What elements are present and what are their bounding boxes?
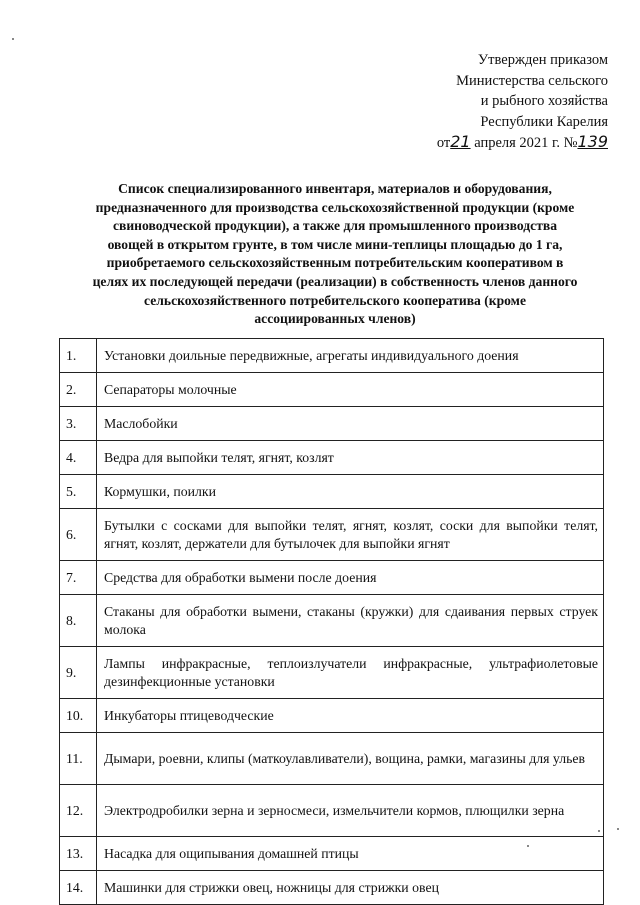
scan-speck: [617, 828, 619, 830]
item-number: 4.: [60, 441, 97, 475]
item-number: 10.: [60, 699, 97, 733]
table-row: [60, 837, 604, 871]
table-row: [60, 407, 604, 441]
title-line: приобретаемого сельскохозяйственным потребительским кооперативом в: [106, 255, 564, 271]
scan-speck: [12, 38, 14, 40]
item-number: 6.: [60, 509, 97, 561]
table-row: [60, 595, 604, 647]
approval-block: [380, 50, 608, 154]
item-text: Установки доильные передвижные, агрегаты индивидуального доения: [97, 339, 604, 373]
table-row: [60, 733, 604, 785]
item-text: Насадка для ощипывания домашней птицы: [97, 837, 604, 871]
title-line: целях их последующей передачи (реализации) в собственность членов данного: [92, 273, 578, 289]
item-number: 8.: [60, 595, 97, 647]
table-row: [60, 373, 604, 407]
scan-speck: [598, 830, 600, 832]
equipment-table: [59, 338, 604, 905]
item-text: Сепараторы молочные: [97, 373, 604, 407]
item-text: Стаканы для обработки вымени, стаканы (кружки) для сдаивания первых струек молока: [97, 595, 604, 647]
table-row: [60, 699, 604, 733]
table-row: [60, 339, 604, 373]
item-number: 14.: [60, 871, 97, 905]
item-number: 12.: [60, 785, 97, 837]
approval-line-2: Министерства сельского: [456, 72, 608, 89]
handwritten-order-number: 139: [577, 132, 608, 151]
item-text: Кормушки, поилки: [97, 475, 604, 509]
item-number: 9.: [60, 647, 97, 699]
item-number: 5.: [60, 475, 97, 509]
item-number: 1.: [60, 339, 97, 373]
item-text: Маслобойки: [97, 407, 604, 441]
scan-speck: [527, 845, 529, 847]
table-row: [60, 441, 604, 475]
item-number: 13.: [60, 837, 97, 871]
table-row: [60, 509, 604, 561]
approval-line-1: Утвержден приказом: [477, 52, 608, 68]
table-row: [60, 785, 604, 837]
title-line: сельскохозяйственного потребительского кооператива (кроме: [144, 292, 526, 308]
item-text: Бутылки с сосками для выпойки телят, ягнят, козлят, соски для выпойки телят, ягнят, козлят, держатели для бутылочек для выпойки ягнят: [97, 509, 604, 561]
item-text: Машинки для стрижки овец, ножницы для стрижки овец: [97, 871, 604, 905]
table-row: [60, 475, 604, 509]
handwritten-day: 21: [450, 132, 471, 151]
item-text: Инкубаторы птицеводческие: [97, 699, 604, 733]
title-line: Список специализированного инвентаря, материалов и оборудования,: [118, 181, 552, 196]
title-line: свиноводческой продукции), а также для промышленного производства: [112, 218, 558, 234]
item-text: Ведра для выпойки телят, ягнят, козлят: [97, 441, 604, 475]
item-number: 2.: [60, 373, 97, 407]
document-title: [60, 180, 610, 329]
item-text: Электродробилки зерна и зерносмеси, измельчители кормов, плющилки зерна: [97, 785, 604, 837]
item-text: Средства для обработки вымени после доения: [97, 561, 604, 595]
title-line: предназначенного для производства сельскохозяйственной продукции (кроме: [95, 199, 575, 215]
item-number: 11.: [60, 733, 97, 785]
approval-date-line: [380, 132, 608, 154]
title-line: овощей в открытом грунте, в том числе мини-теплицы площадью до 1 га,: [107, 236, 563, 252]
item-number: 3.: [60, 407, 97, 441]
approval-line-3: и рыбного хозяйства: [480, 93, 608, 109]
approval-line-4: Республики Карелия: [480, 113, 608, 130]
item-text: Дымари, роевни, клипы (маткоулавливатели), вощина, рамки, магазины для ульев: [97, 733, 604, 785]
table-row: [60, 647, 604, 699]
table-row: [60, 871, 604, 905]
item-number: 7.: [60, 561, 97, 595]
date-middle: апреля 2021 г. №: [470, 135, 578, 151]
title-line: ассоциированных членов): [254, 311, 416, 327]
item-text: Лампы инфракрасные, теплоизлучатели инфракрасные, ультрафиолетовые дезинфекционные установки: [97, 647, 604, 699]
date-prefix: от: [436, 135, 451, 151]
table-row: [60, 561, 604, 595]
